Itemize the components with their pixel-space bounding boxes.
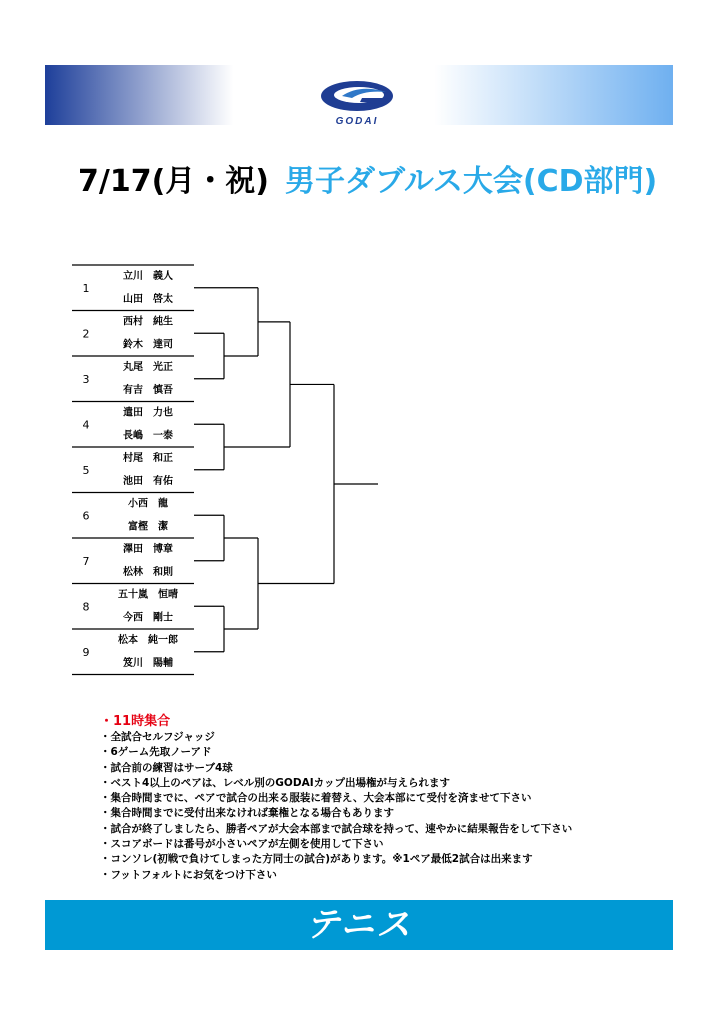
notes-section xyxy=(100,714,660,883)
player-name: 池田 有佑 xyxy=(123,476,173,487)
seed-number: 8 xyxy=(82,600,90,614)
player-name: 長嶋 一泰 xyxy=(123,430,173,442)
logo-text: GODAI xyxy=(335,116,379,127)
footer-banner xyxy=(45,900,673,950)
player-name: 有吉 慎吾 xyxy=(123,385,173,396)
player-name: 遣田 力也 xyxy=(123,407,173,419)
player-name: 鈴木 達司 xyxy=(123,339,173,351)
player-name: 丸尾 光正 xyxy=(123,362,173,373)
seed-number: 3 xyxy=(82,372,90,386)
note-item: ・スコアボードは番号が小さいペアが左側を使用して下さい xyxy=(100,838,384,851)
note-item: ・集合時間までに受付出来なければ棄権となる場合もあります xyxy=(100,807,394,820)
note-item: ・試合が終了しましたら、勝者ペアが大会本部まで試合球を持って、速やかに結果報告をして下さい xyxy=(100,822,573,835)
note-item: ・フットフォルトにお気をつけ下さい xyxy=(100,868,277,881)
seed-number: 6 xyxy=(82,509,90,523)
player-name: 五十嵐 恒晴 xyxy=(118,589,178,601)
note-item: ・ベスト4以上のペアは、レベル別のGODAIカップ出場権が与えられます xyxy=(100,776,450,789)
note-item: ・6ゲーム先取ノーアド xyxy=(100,746,212,759)
seed-number: 5 xyxy=(82,463,90,477)
player-name: 立川 義人 xyxy=(123,271,173,282)
player-name: 富樫 潔 xyxy=(128,521,168,533)
player-name: 澤田 博章 xyxy=(123,544,173,555)
player-name: 西村 純生 xyxy=(123,316,173,328)
seed-number: 2 xyxy=(82,327,90,341)
notes-heading: ・11時集合 xyxy=(100,714,171,729)
player-name: 山田 啓太 xyxy=(123,294,173,305)
footer-text: テニス xyxy=(305,905,413,945)
player-name: 松本 純一郎 xyxy=(118,635,178,646)
notes-list xyxy=(100,730,660,883)
note-item: ・全試合セルフジャッジ xyxy=(100,731,215,743)
seed-number: 4 xyxy=(82,418,90,432)
player-name: 笈川 陽輔 xyxy=(123,658,173,669)
title-date: 7/17(月・祝) xyxy=(78,164,270,199)
seed-number: 1 xyxy=(82,281,90,295)
note-item: ・集合時間までに、ペアで試合の出来る服装に着替え、大会本部にて受付を済ませて下さい xyxy=(100,792,532,805)
player-name: 小西 龍 xyxy=(128,498,168,510)
player-name: 今西 剛士 xyxy=(123,612,173,624)
player-name: 村尾 和正 xyxy=(123,453,173,464)
title-event: 男子ダブルス大会(CD部門) xyxy=(285,164,658,199)
seed-number: 7 xyxy=(82,554,90,568)
note-item: ・試合前の練習はサーブ4球 xyxy=(100,761,233,774)
player-name: 松林 和則 xyxy=(123,567,173,578)
seed-number: 9 xyxy=(82,645,90,659)
note-item: ・コンソレ(初戦で負けてしまった方同士の試合)があります。※1ペア最低2試合は出来ます xyxy=(100,853,533,866)
